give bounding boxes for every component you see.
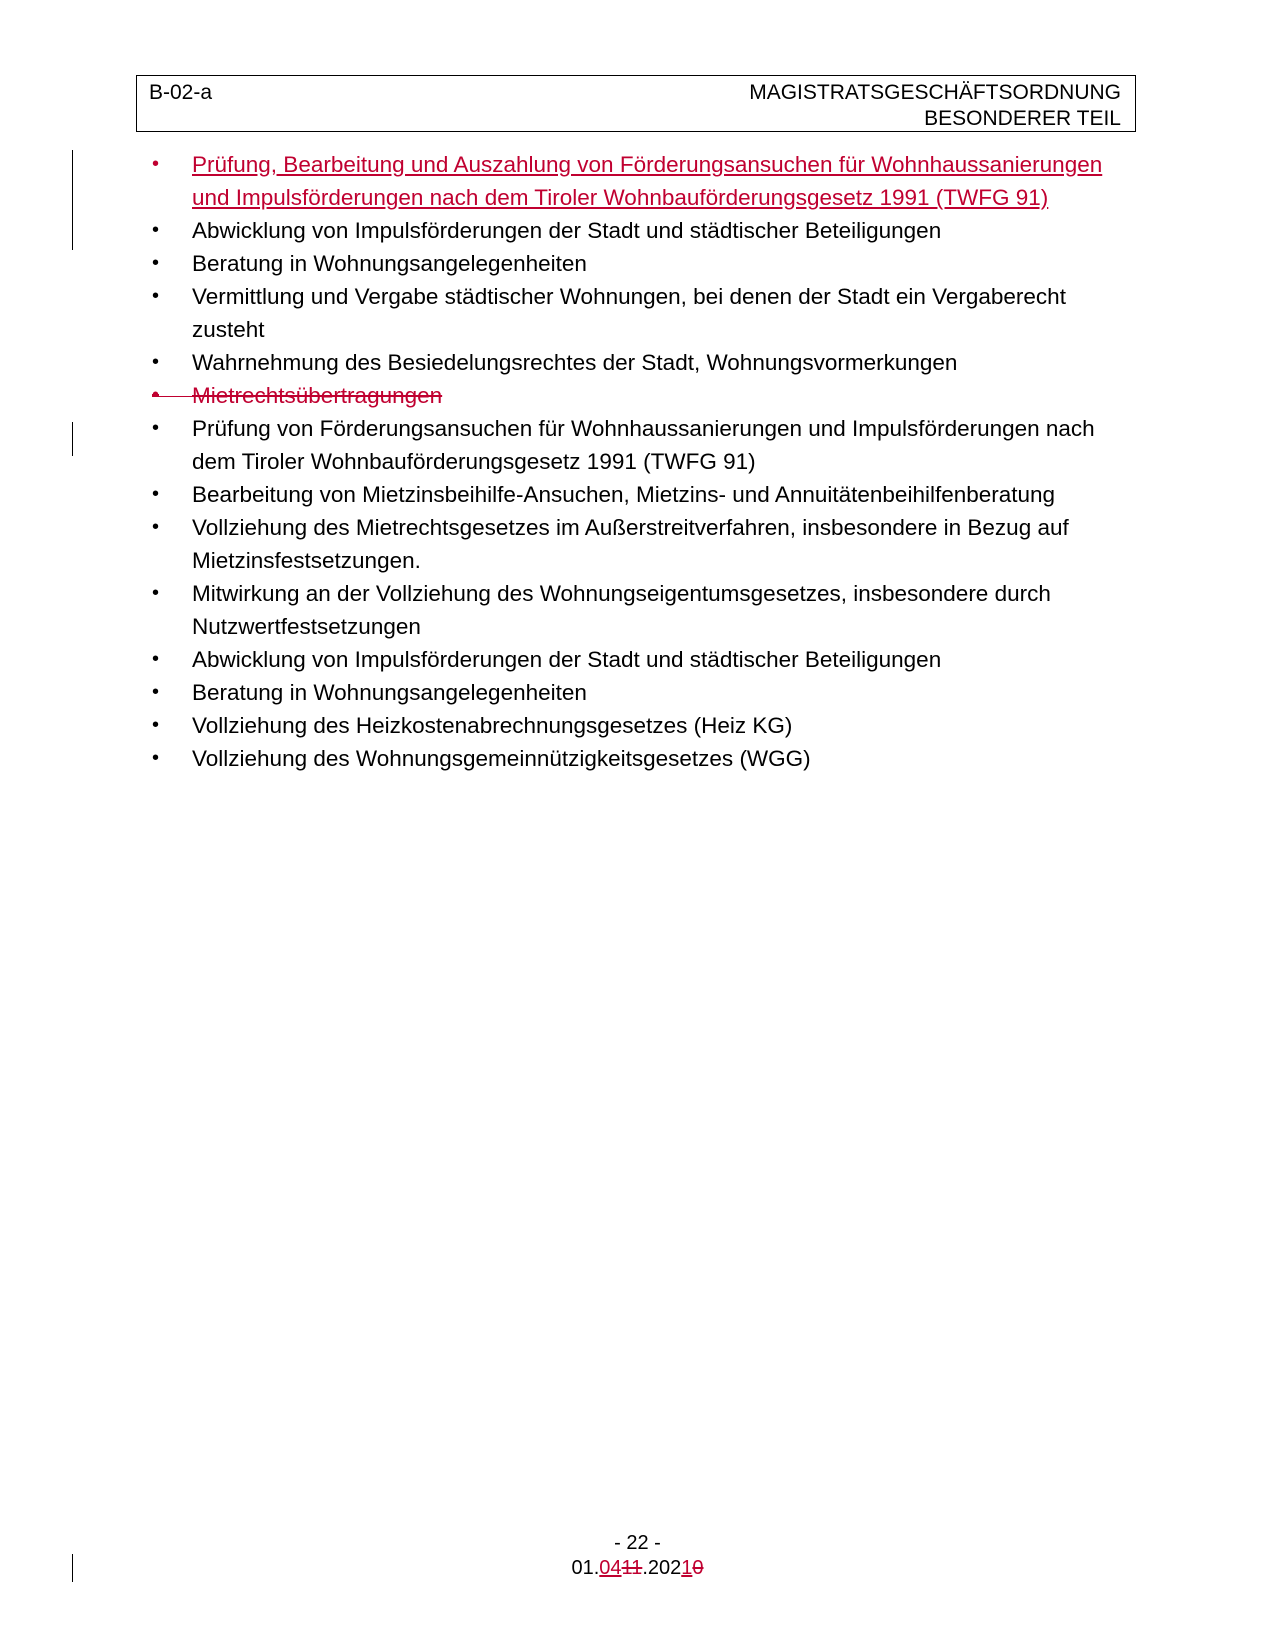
list-item [152,346,1142,379]
date-separator: . [642,1557,648,1579]
bullet-icon: • [152,153,160,175]
document-title-line-1: MAGISTRATSGESCHÄFTSORDNUNG [749,81,1121,104]
list-item-text: Prüfung, Bearbeitung und Auszahlung von Förderungsansuchen für Wohnhaussanierungen und Impulsförderungen nach dem Tiroler Wohnbauförderungsgesetz 1991 (TWFG 91) [192,152,1103,210]
date-year-base: 202 [647,1557,682,1579]
revision-date [0,1556,1275,1580]
bullet-icon: • [152,351,160,373]
list-item [152,478,1142,511]
bullet-icon: • [152,747,160,769]
list-item [152,379,1142,412]
list-item-text: Mietrechtsübertragungen [192,383,443,408]
date-month-deleted: 11 [621,1557,643,1579]
list-item-text: Abwicklung von Impulsförderungen der Stadt und städtischer Beteiligungen [192,647,942,672]
bullet-icon: • [152,384,160,406]
list-item [152,511,1142,577]
date-year-inserted: 1 [681,1557,693,1579]
list-item-text: Vermittlung und Vergabe städtischer Wohnungen, bei denen der Stadt ein Vergaberecht zusteht [192,284,1066,342]
list-item-text: Vollziehung des Mietrechtsgesetzes im Außerstreitverfahren, insbesondere in Bezug auf Mietzinsfestsetzungen. [192,515,1069,573]
bullet-icon: • [152,582,160,604]
document-title [749,80,1121,132]
task-list [152,148,1142,775]
document-title-line-2: BESONDERER TEIL [924,107,1121,130]
page-header [136,75,1136,132]
list-item-text: Abwicklung von Impulsförderungen der Stadt und städtischer Beteiligungen [192,218,942,243]
list-item-text: Mitwirkung an der Vollziehung des Wohnungseigentumsgesetzes, insbesondere durch Nutzwertfestsetzungen [192,581,1051,639]
document-code: B-02-a [149,81,213,104]
strike-line [152,396,192,397]
page-number: - 22 - [614,1532,661,1554]
list-item [152,214,1142,247]
list-item [152,247,1142,280]
change-bar [72,422,73,456]
list-item [152,676,1142,709]
bullet-icon: • [152,681,160,703]
bullet-icon: • [152,417,160,439]
date-day: 01. [571,1557,600,1579]
bullet-icon: • [152,648,160,670]
list-item [152,412,1142,478]
list-item [152,709,1142,742]
date-year-deleted: 0 [692,1557,704,1579]
bullet-icon: • [152,219,160,241]
list-item-text: Bearbeitung von Mietzinsbeihilfe-Ansuchen, Mietzins- und Annuitätenbeihilfenberatung [192,482,1056,507]
bullet-icon: • [152,252,160,274]
list-item-text: Wahrnehmung des Besiedelungsrechtes der Stadt, Wohnungsvormerkungen [192,350,958,375]
bullet-icon: • [152,483,160,505]
list-item-text: Vollziehung des Heizkostenabrechnungsgesetzes (Heiz KG) [192,713,793,738]
list-item-text: Vollziehung des Wohnungsgemeinnützigkeitsgesetzes (WGG) [192,746,811,771]
date-month-inserted: 04 [599,1557,622,1579]
list-item-text: Beratung in Wohnungsangelegenheiten [192,680,587,705]
bullet-icon: • [152,516,160,538]
list-item [152,643,1142,676]
list-item [152,742,1142,775]
list-item-text: Beratung in Wohnungsangelegenheiten [192,251,587,276]
list-item-text: Prüfung von Förderungsansuchen für Wohnhaussanierungen und Impulsförderungen nach dem Tiroler Wohnbauförderungsgesetz 1991 (TWFG 91) [192,416,1095,474]
list-item [152,148,1142,214]
change-bar [72,150,73,250]
bullet-icon: • [152,714,160,736]
list-item [152,280,1142,346]
list-item [152,577,1142,643]
bullet-icon: • [152,285,160,307]
